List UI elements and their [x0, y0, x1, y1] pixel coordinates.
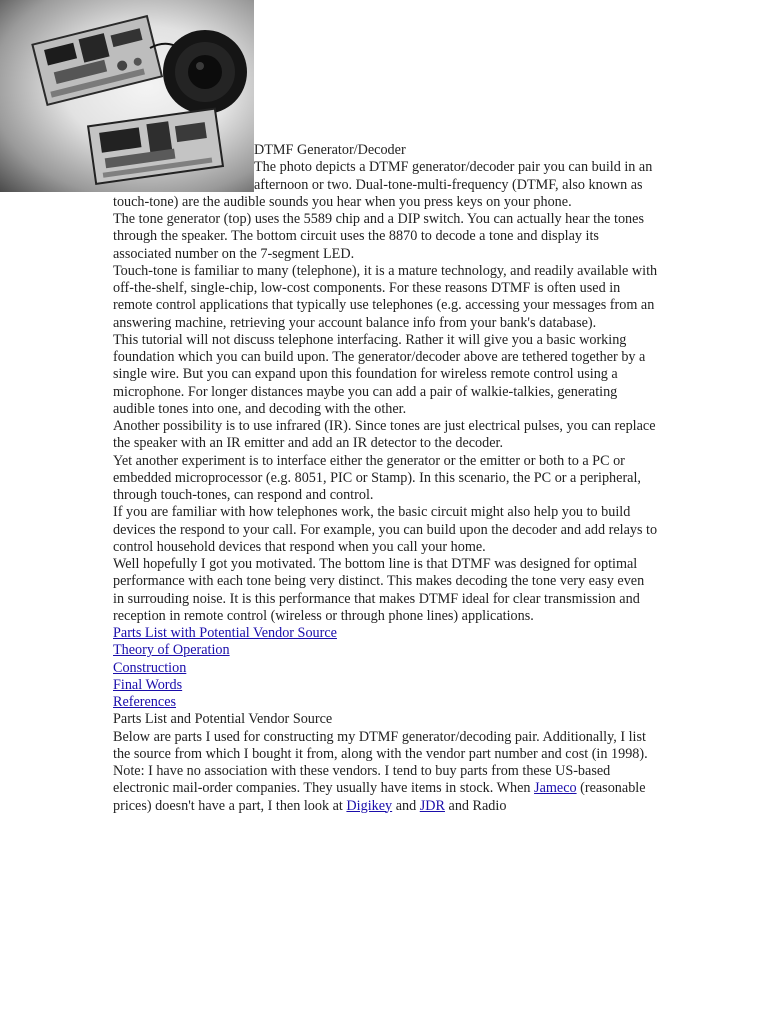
article-body — [113, 142, 658, 815]
toc-link-theory[interactable]: Theory of Operation — [113, 642, 230, 659]
paragraph-tutorial: This tutorial will not discuss telephone interfacing. Rather it will give you a basic working foundation which you can build upon. The generator/decoder above are tethered together by a single wire. But you can expand upon this foundation for wireless remote control using a microphone. For longer distances maybe you can add a pair of walkie-talkies, generating audible tones into one, and decoding with the other. — [113, 331, 646, 417]
vendor-link-digikey[interactable]: Digikey — [346, 797, 393, 814]
parts-text-2: (reasonable prices) doesn't have a part, I then look at — [113, 780, 646, 814]
paragraph-intro: The photo depicts a DTMF generator/decoder pair you can build in an afternoon or two. Dual-tone-multi-frequency (DTMF, also known as touch-tone) are the audible sounds you hear when you press keys on your phone. — [113, 159, 653, 210]
vendor-link-jdr[interactable]: JDR — [419, 797, 445, 814]
toc-link-references[interactable]: References — [113, 694, 177, 710]
paragraph-infrared: Another possibility is to use infrared (IR). Since tones are just electrical pulses, you can replace the speaker with an IR emitter and add an IR detector to the decoder. — [113, 418, 656, 452]
parts-text-3: and — [395, 797, 417, 814]
parts-text-4: and Radio — [448, 797, 507, 814]
section-heading-parts-list: Parts List and Potential Vendor Source — [113, 711, 333, 728]
photo-wrap-spacer — [113, 142, 254, 193]
paragraph-generator: The tone generator (top) uses the 5589 chip and a DIP switch. You can actually hear the tones through the speaker. The bottom circuit uses the 8870 to decode a tone and display its associated number on the 7-segment LED. — [113, 211, 644, 262]
toc-link-final-words[interactable]: Final Words — [113, 676, 183, 693]
paragraph-touch-tone: Touch-tone is familiar to many (telephone), it is a mature technology, and readily available with off-the-shelf, single-chip, low-cost components. For these reasons DTMF is often used in remote control applications that typically use telephones (e.g. accessing your messages from an answering machine, retrieving your account balance info from your bank's database). — [113, 262, 658, 331]
article-title: DTMF Generator/Decoder — [254, 142, 406, 158]
toc-link-parts-list[interactable]: Parts List with Potential Vendor Source — [113, 625, 337, 641]
toc-link-construction[interactable]: Construction — [113, 659, 187, 676]
paragraph-telephones: If you are familiar with how telephones work, the basic circuit might also help you to build devices the respond to your call. For example, you can build upon the decoder and add relays to control household devices that respond when you call your home. — [113, 504, 658, 555]
paragraph-parts-list — [113, 729, 658, 815]
parts-text-1: Below are parts I used for constructing my DTMF generator/decoding pair. Additionally, I list the source from which I bought it from, along with the vendor part number and cost (in 1998). Note: I have no association with these vendors. I tend to buy parts from these US-based electronic mail-order companies. They usually have items in stock. When — [113, 728, 648, 797]
vendor-link-jameco[interactable]: Jameco — [534, 780, 577, 797]
paragraph-microprocessor: Yet another experiment is to interface either the generator or the emitter or both to a PC or embedded microprocessor (e.g. 8051, PIC or Stamp). In this scenario, the PC or a peripheral, through touch-tones, can respond and control. — [113, 452, 641, 503]
paragraph-motivation: Well hopefully I got you motivated. The bottom line is that DTMF was designed for optimal performance with each tone being very distinct. This makes decoding the tone very easy even in surrouding noise. It is this performance that makes DTMF ideal for clear transmission and reception in remote control (wireless or through phone lines) applications. — [113, 556, 645, 624]
